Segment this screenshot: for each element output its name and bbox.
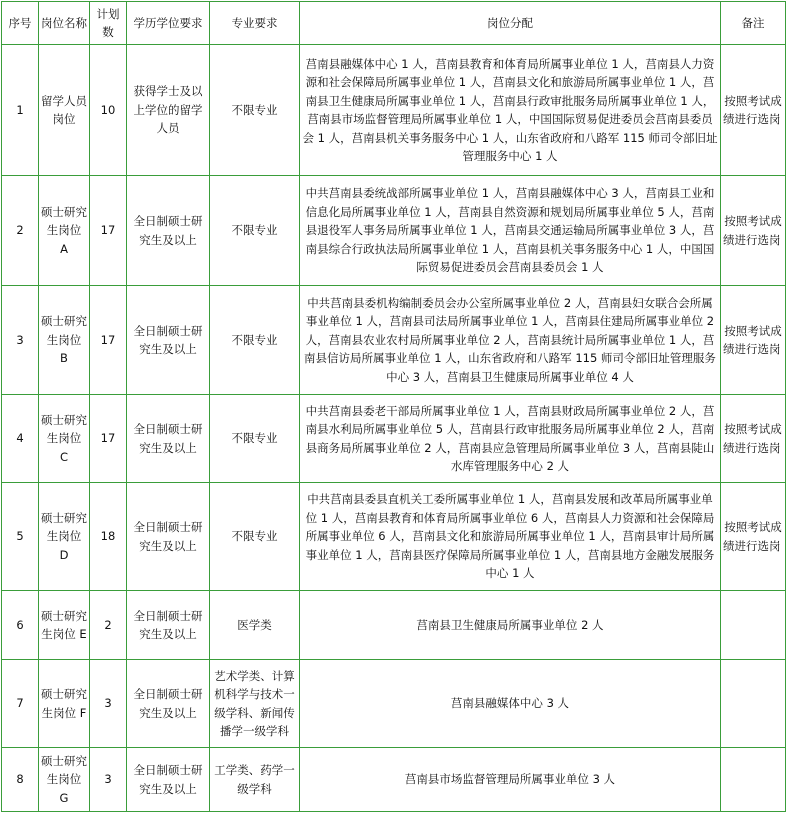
cell-major: 医学类	[210, 591, 300, 660]
cell-education: 全日制硕士研究生及以上	[127, 286, 210, 395]
cell-remark	[721, 660, 786, 748]
cell-remark	[721, 591, 786, 660]
table-row	[2, 176, 786, 286]
cell-remark: 按照考试成绩进行选岗	[721, 45, 786, 176]
header-major: 专业要求	[210, 2, 300, 45]
cell-no: 6	[2, 591, 39, 660]
cell-education: 全日制硕士研究生及以上	[127, 748, 210, 812]
cell-major: 不限专业	[210, 483, 300, 591]
cell-education: 全日制硕士研究生及以上	[127, 660, 210, 748]
cell-remark: 按照考试成绩进行选岗	[721, 176, 786, 286]
table-row	[2, 748, 786, 812]
cell-allocation: 中共莒南县委机构编制委员会办公室所属事业单位 2 人，莒南县妇女联合会所属事业单位 1 人，莒南县司法局所属事业单位 1 人，莒南县住建局所属事业单位 2 人，莒南县农业农村局所属事业单位 2 人，莒南县统计局所属事业单位 1 人，莒南县信访局所属事业单位 1 人，山东省政府和八路军 115 师司令部旧址管理服务中心 3 人，莒南县卫生健康局所属事业单位 4 人	[300, 286, 721, 395]
cell-plan: 17	[90, 286, 127, 395]
cell-plan: 2	[90, 591, 127, 660]
cell-remark	[721, 748, 786, 812]
cell-allocation: 莒南县市场监督管理局所属事业单位 3 人	[300, 748, 721, 812]
header-position: 岗位名称	[39, 2, 90, 45]
cell-position: 硕士研究生岗位 E	[39, 591, 90, 660]
cell-position: 硕士研究生岗位 A	[39, 176, 90, 286]
cell-major: 艺术学类、计算机科学与技术一级学科、新闻传播学一级学科	[210, 660, 300, 748]
cell-allocation: 中共莒南县委统战部所属事业单位 1 人，莒南县融媒体中心 3 人，莒南县工业和信息化局所属事业单位 1 人，莒南县自然资源和规划局所属事业单位 5 人，莒南县退役军人事务局所属事业单位 1 人，莒南县交通运输局所属事业单位 3 人，莒南县综合行政执法局所属事业单位 1 人，莒南县机关事务服务中心 1 人，中国国际贸易促进委员会莒南县委员会 1 人	[300, 176, 721, 286]
header-education: 学历学位要求	[127, 2, 210, 45]
cell-plan: 18	[90, 483, 127, 591]
cell-position: 硕士研究生岗位 C	[39, 395, 90, 483]
cell-position: 硕士研究生岗位 G	[39, 748, 90, 812]
cell-no: 5	[2, 483, 39, 591]
cell-allocation: 中共莒南县委县直机关工委所属事业单位 1 人，莒南县发展和改革局所属事业单位 1 人，莒南县教育和体育局所属事业单位 6 人，莒南县人力资源和社会保障局所属事业单位 6 人，莒南县文化和旅游局所属事业单位 1 人，莒南县审计局所属事业单位 1 人，莒南县医疗保障局所属事业单位 1 人，莒南县地方金融发展服务中心 1 人	[300, 483, 721, 591]
table-row	[2, 286, 786, 395]
table-row	[2, 395, 786, 483]
cell-allocation: 莒南县融媒体中心 1 人，莒南县教育和体育局所属事业单位 1 人，莒南县人力资源和社会保障局所属事业单位 1 人，莒南县文化和旅游局所属事业单位 1 人，莒南县卫生健康局所属事业单位 1 人，莒南县行政审批服务局所属事业单位 1 人，莒南县市场监督管理局所属事业单位 1 人，中国国际贸易促进委员会莒南县委员会 1 人，莒南县机关事务服务中心 1 人，山东省政府和八路军 115 师司令部旧址管理服务中心 1 人	[300, 45, 721, 176]
header-plan: 计划数	[90, 2, 127, 45]
table-row	[2, 483, 786, 591]
cell-no: 3	[2, 286, 39, 395]
recruitment-plan-table	[1, 1, 786, 812]
cell-plan: 17	[90, 395, 127, 483]
cell-position: 硕士研究生岗位 F	[39, 660, 90, 748]
cell-position: 硕士研究生岗位 B	[39, 286, 90, 395]
header-allocation: 岗位分配	[300, 2, 721, 45]
cell-remark: 按照考试成绩进行选岗	[721, 483, 786, 591]
cell-allocation: 中共莒南县委老干部局所属事业单位 1 人，莒南县财政局所属事业单位 2 人，莒南县水利局所属事业单位 5 人，莒南县行政审批服务局所属事业单位 2 人，莒南县商务局所属事业单位 2 人，莒南县应急管理局所属事业单位 3 人，莒南县陡山水库管理服务中心 2 人	[300, 395, 721, 483]
cell-education: 获得学士及以上学位的留学人员	[127, 45, 210, 176]
cell-education: 全日制硕士研究生及以上	[127, 483, 210, 591]
cell-education: 全日制硕士研究生及以上	[127, 591, 210, 660]
cell-major: 不限专业	[210, 45, 300, 176]
cell-education: 全日制硕士研究生及以上	[127, 395, 210, 483]
cell-no: 2	[2, 176, 39, 286]
header-remark: 备注	[721, 2, 786, 45]
cell-major: 不限专业	[210, 286, 300, 395]
header-row	[2, 2, 786, 45]
cell-allocation: 莒南县融媒体中心 3 人	[300, 660, 721, 748]
cell-major: 工学类、药学一级学科	[210, 748, 300, 812]
table-row	[2, 660, 786, 748]
cell-major: 不限专业	[210, 176, 300, 286]
cell-major: 不限专业	[210, 395, 300, 483]
cell-allocation: 莒南县卫生健康局所属事业单位 2 人	[300, 591, 721, 660]
cell-plan: 3	[90, 748, 127, 812]
cell-position: 硕士研究生岗位 D	[39, 483, 90, 591]
cell-no: 4	[2, 395, 39, 483]
cell-no: 1	[2, 45, 39, 176]
cell-plan: 17	[90, 176, 127, 286]
cell-no: 8	[2, 748, 39, 812]
table-row	[2, 45, 786, 176]
header-no: 序号	[2, 2, 39, 45]
cell-remark: 按照考试成绩进行选岗	[721, 286, 786, 395]
cell-position: 留学人员岗位	[39, 45, 90, 176]
cell-no: 7	[2, 660, 39, 748]
cell-plan: 10	[90, 45, 127, 176]
cell-remark: 按照考试成绩进行选岗	[721, 395, 786, 483]
cell-plan: 3	[90, 660, 127, 748]
cell-education: 全日制硕士研究生及以上	[127, 176, 210, 286]
table-row	[2, 591, 786, 660]
